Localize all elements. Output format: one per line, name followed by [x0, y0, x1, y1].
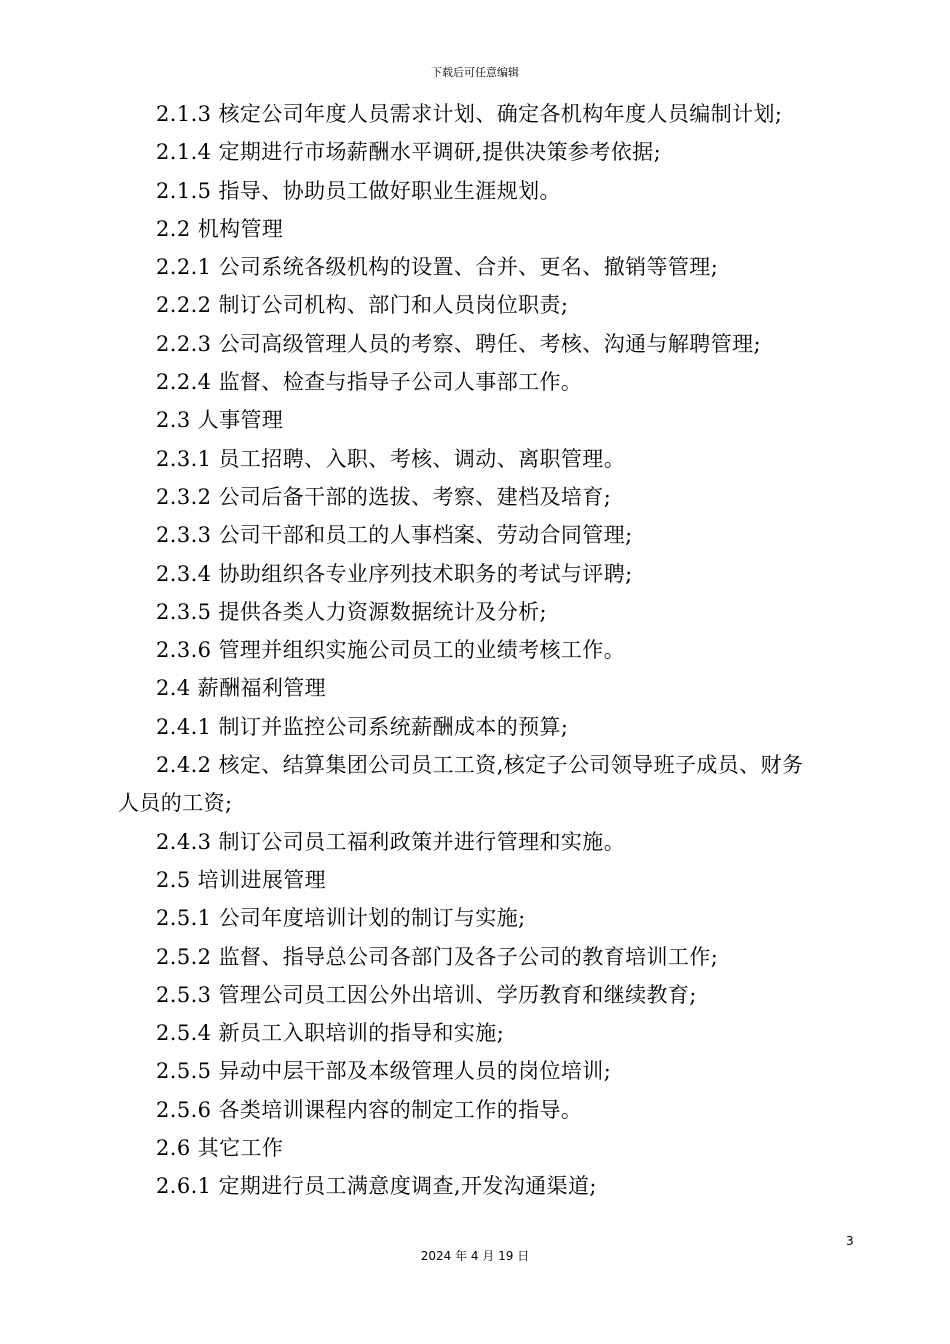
paragraph-line: 2.5.6 各类培训课程内容的制定工作的指导。	[156, 1097, 583, 1122]
paragraph-line: 2.5.3 管理公司员工因公外出培训、学历教育和继续教育;	[156, 982, 697, 1007]
page-number: 3	[846, 1234, 854, 1248]
page-header: 下载后可任意编辑	[431, 66, 519, 79]
paragraph-line: 2.1.4 定期进行市场薪酬水平调研,提供决策参考依据;	[156, 140, 662, 165]
paragraph-line: 2.4.2 核定、结算集团公司员工工资,核定子公司领导班子成员、财务	[156, 753, 804, 778]
paragraph-line: 2.2.4 监督、检查与指导子公司人事部工作。	[156, 370, 583, 395]
footer-date: 2024 年 4 月 19 日	[420, 1249, 530, 1263]
paragraph-line: 2.2.2 制订公司机构、部门和人员岗位职责;	[156, 293, 569, 318]
paragraph-line: 2.5.4 新员工入职培训的指导和实施;	[156, 1021, 505, 1046]
paragraph-line: 2.6.1 定期进行员工满意度调查,开发沟通渠道;	[156, 1174, 597, 1199]
paragraph-line: 2.3.1 员工招聘、入职、考核、调动、离职管理。	[156, 446, 626, 471]
paragraph-line: 2.3.6 管理并组织实施公司员工的业绩考核工作。	[156, 638, 626, 663]
paragraph-line: 2.3.3 公司干部和员工的人事档案、劳动合同管理;	[156, 523, 633, 548]
paragraph-line: 2.4.1 制订并监控公司系统薪酬成本的预算;	[156, 714, 569, 739]
section-heading: 2.4 薪酬福利管理	[156, 676, 327, 701]
paragraph-line-continuation: 人员的工资;	[118, 791, 233, 816]
paragraph-line: 2.5.5 异动中层干部及本级管理人员的岗位培训;	[156, 1059, 612, 1084]
paragraph-line: 2.2.1 公司系统各级机构的设置、合并、更名、撤销等管理;	[156, 255, 719, 280]
paragraph-line: 2.5.2 监督、指导总公司各部门及各子公司的教育培训工作;	[156, 944, 719, 969]
paragraph-line: 2.4.3 制订公司员工福利政策并进行管理和实施。	[156, 829, 626, 854]
section-heading: 2.2 机构管理	[156, 216, 284, 241]
section-heading: 2.5 培训进展管理	[156, 867, 327, 892]
paragraph-line: 2.5.1 公司年度培训计划的制订与实施;	[156, 906, 526, 931]
section-heading: 2.3 人事管理	[156, 408, 284, 433]
paragraph-line: 2.3.5 提供各类人力资源数据统计及分析;	[156, 599, 547, 624]
section-heading: 2.6 其它工作	[156, 1136, 284, 1161]
paragraph-line: 2.3.2 公司后备干部的选拔、考察、建档及培育;	[156, 484, 612, 509]
paragraph-line: 2.1.3 核定公司年度人员需求计划、确定各机构年度人员编制计划;	[156, 102, 783, 126]
paragraph-line: 2.3.4 协助组织各专业序列技术职务的考试与评聘;	[156, 561, 633, 586]
paragraph-line: 2.2.3 公司高级管理人员的考察、聘任、考核、沟通与解聘管理;	[156, 331, 761, 356]
paragraph-line: 2.1.5 指导、协助员工做好职业生涯规划。	[156, 178, 561, 203]
document-body	[118, 95, 858, 1206]
